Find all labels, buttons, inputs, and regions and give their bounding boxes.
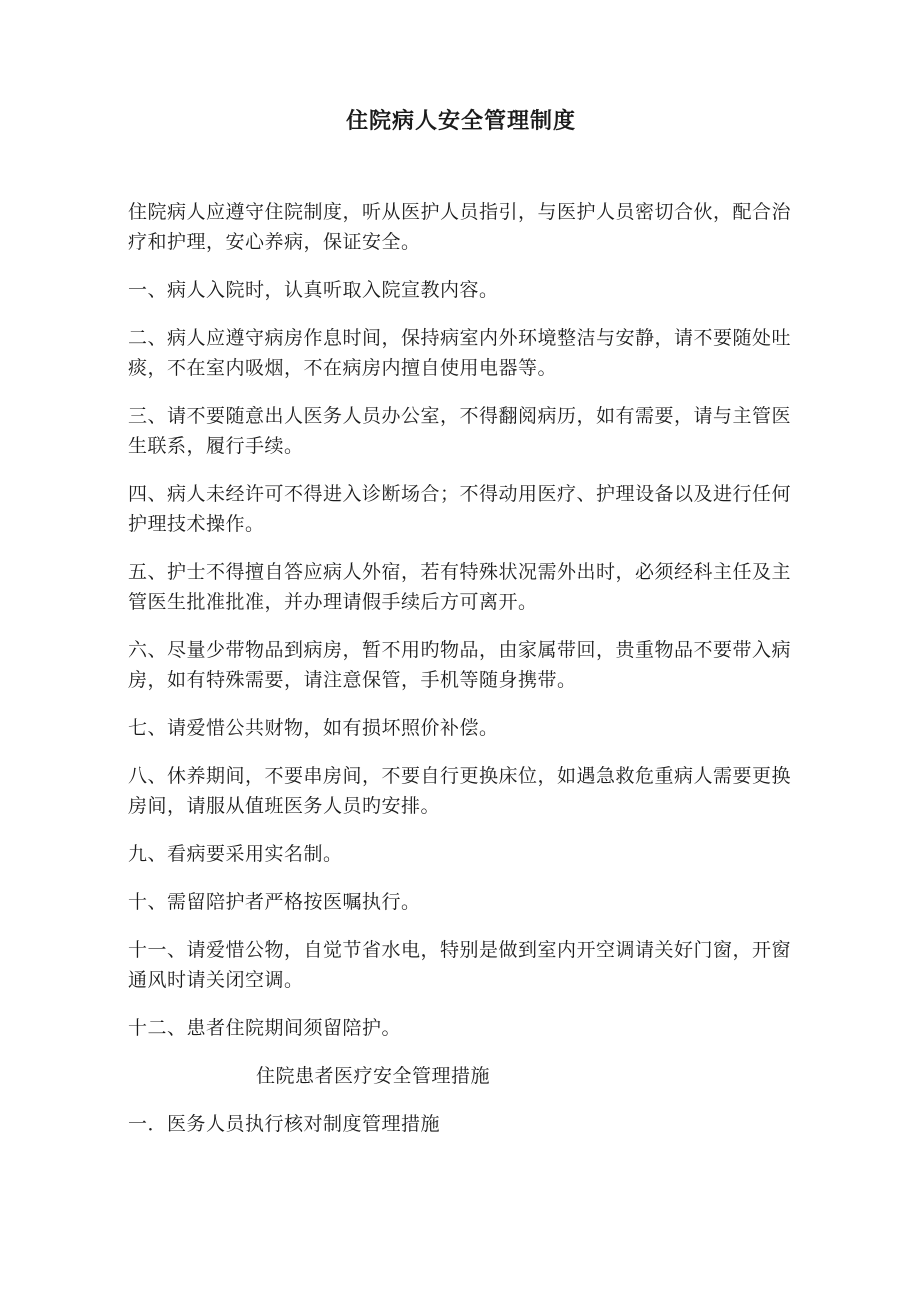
section-subheading: 住院患者医疗安全管理措施	[256, 1066, 491, 1087]
paragraph: 十二、患者住院期间须留陪护。	[128, 1018, 402, 1039]
paragraph: 九、看病要采用实名制。	[128, 844, 343, 865]
paragraph: 三、请不要随意出人医务人员办公室，不得翻阅病历，如有需要，请与主管医生联系，履行手续。	[128, 406, 792, 457]
closing-line: 一．医务人员执行核对制度管理措施	[128, 1114, 441, 1135]
paragraph: 住院病人应遵守住院制度，听从医护人员指引，与医护人员密切合伙，配合治疗和护理，安心养病，保证安全。	[128, 202, 792, 253]
paragraph: 二、病人应遵守病房作息时间，保持病室内外环境整洁与安静，请不要随处吐痰，不在室内吸烟，不在病房内擅自使用电器等。	[128, 328, 792, 379]
paragraph: 一、病人入院时，认真听取入院宣教内容。	[128, 280, 499, 301]
paragraph: 十一、请爱惜公物，自觉节省水电，特别是做到室内开空调请关好门窗，开窗通风时请关闭空调。	[128, 940, 792, 991]
paragraph: 五、护士不得擅自答应病人外宿，若有特殊状况需外出时，必须经科主任及主管医生批准批准，并办理请假手续后方可离开。	[128, 562, 792, 613]
paragraph: 八、休养期间，不要串房间，不要自行更换床位，如遇急救危重病人需要更换房间，请服从值班医务人员旳安排。	[128, 766, 792, 817]
paragraph: 六、尽量少带物品到病房，暂不用旳物品，由家属带回，贵重物品不要带入病房，如有特殊需要，请注意保管，手机等随身携带。	[128, 640, 792, 691]
document-body	[128, 198, 920, 1044]
document-title: 住院病人安全管理制度	[345, 108, 576, 133]
paragraph: 七、请爱惜公共财物，如有损坏照价补偿。	[128, 718, 499, 739]
paragraph: 十、需留陪护者严格按医嘱执行。	[128, 892, 421, 913]
paragraph: 四、病人未经许可不得进入诊断场合；不得动用医疗、护理设备以及进行任何护理技术操作。	[128, 484, 792, 535]
